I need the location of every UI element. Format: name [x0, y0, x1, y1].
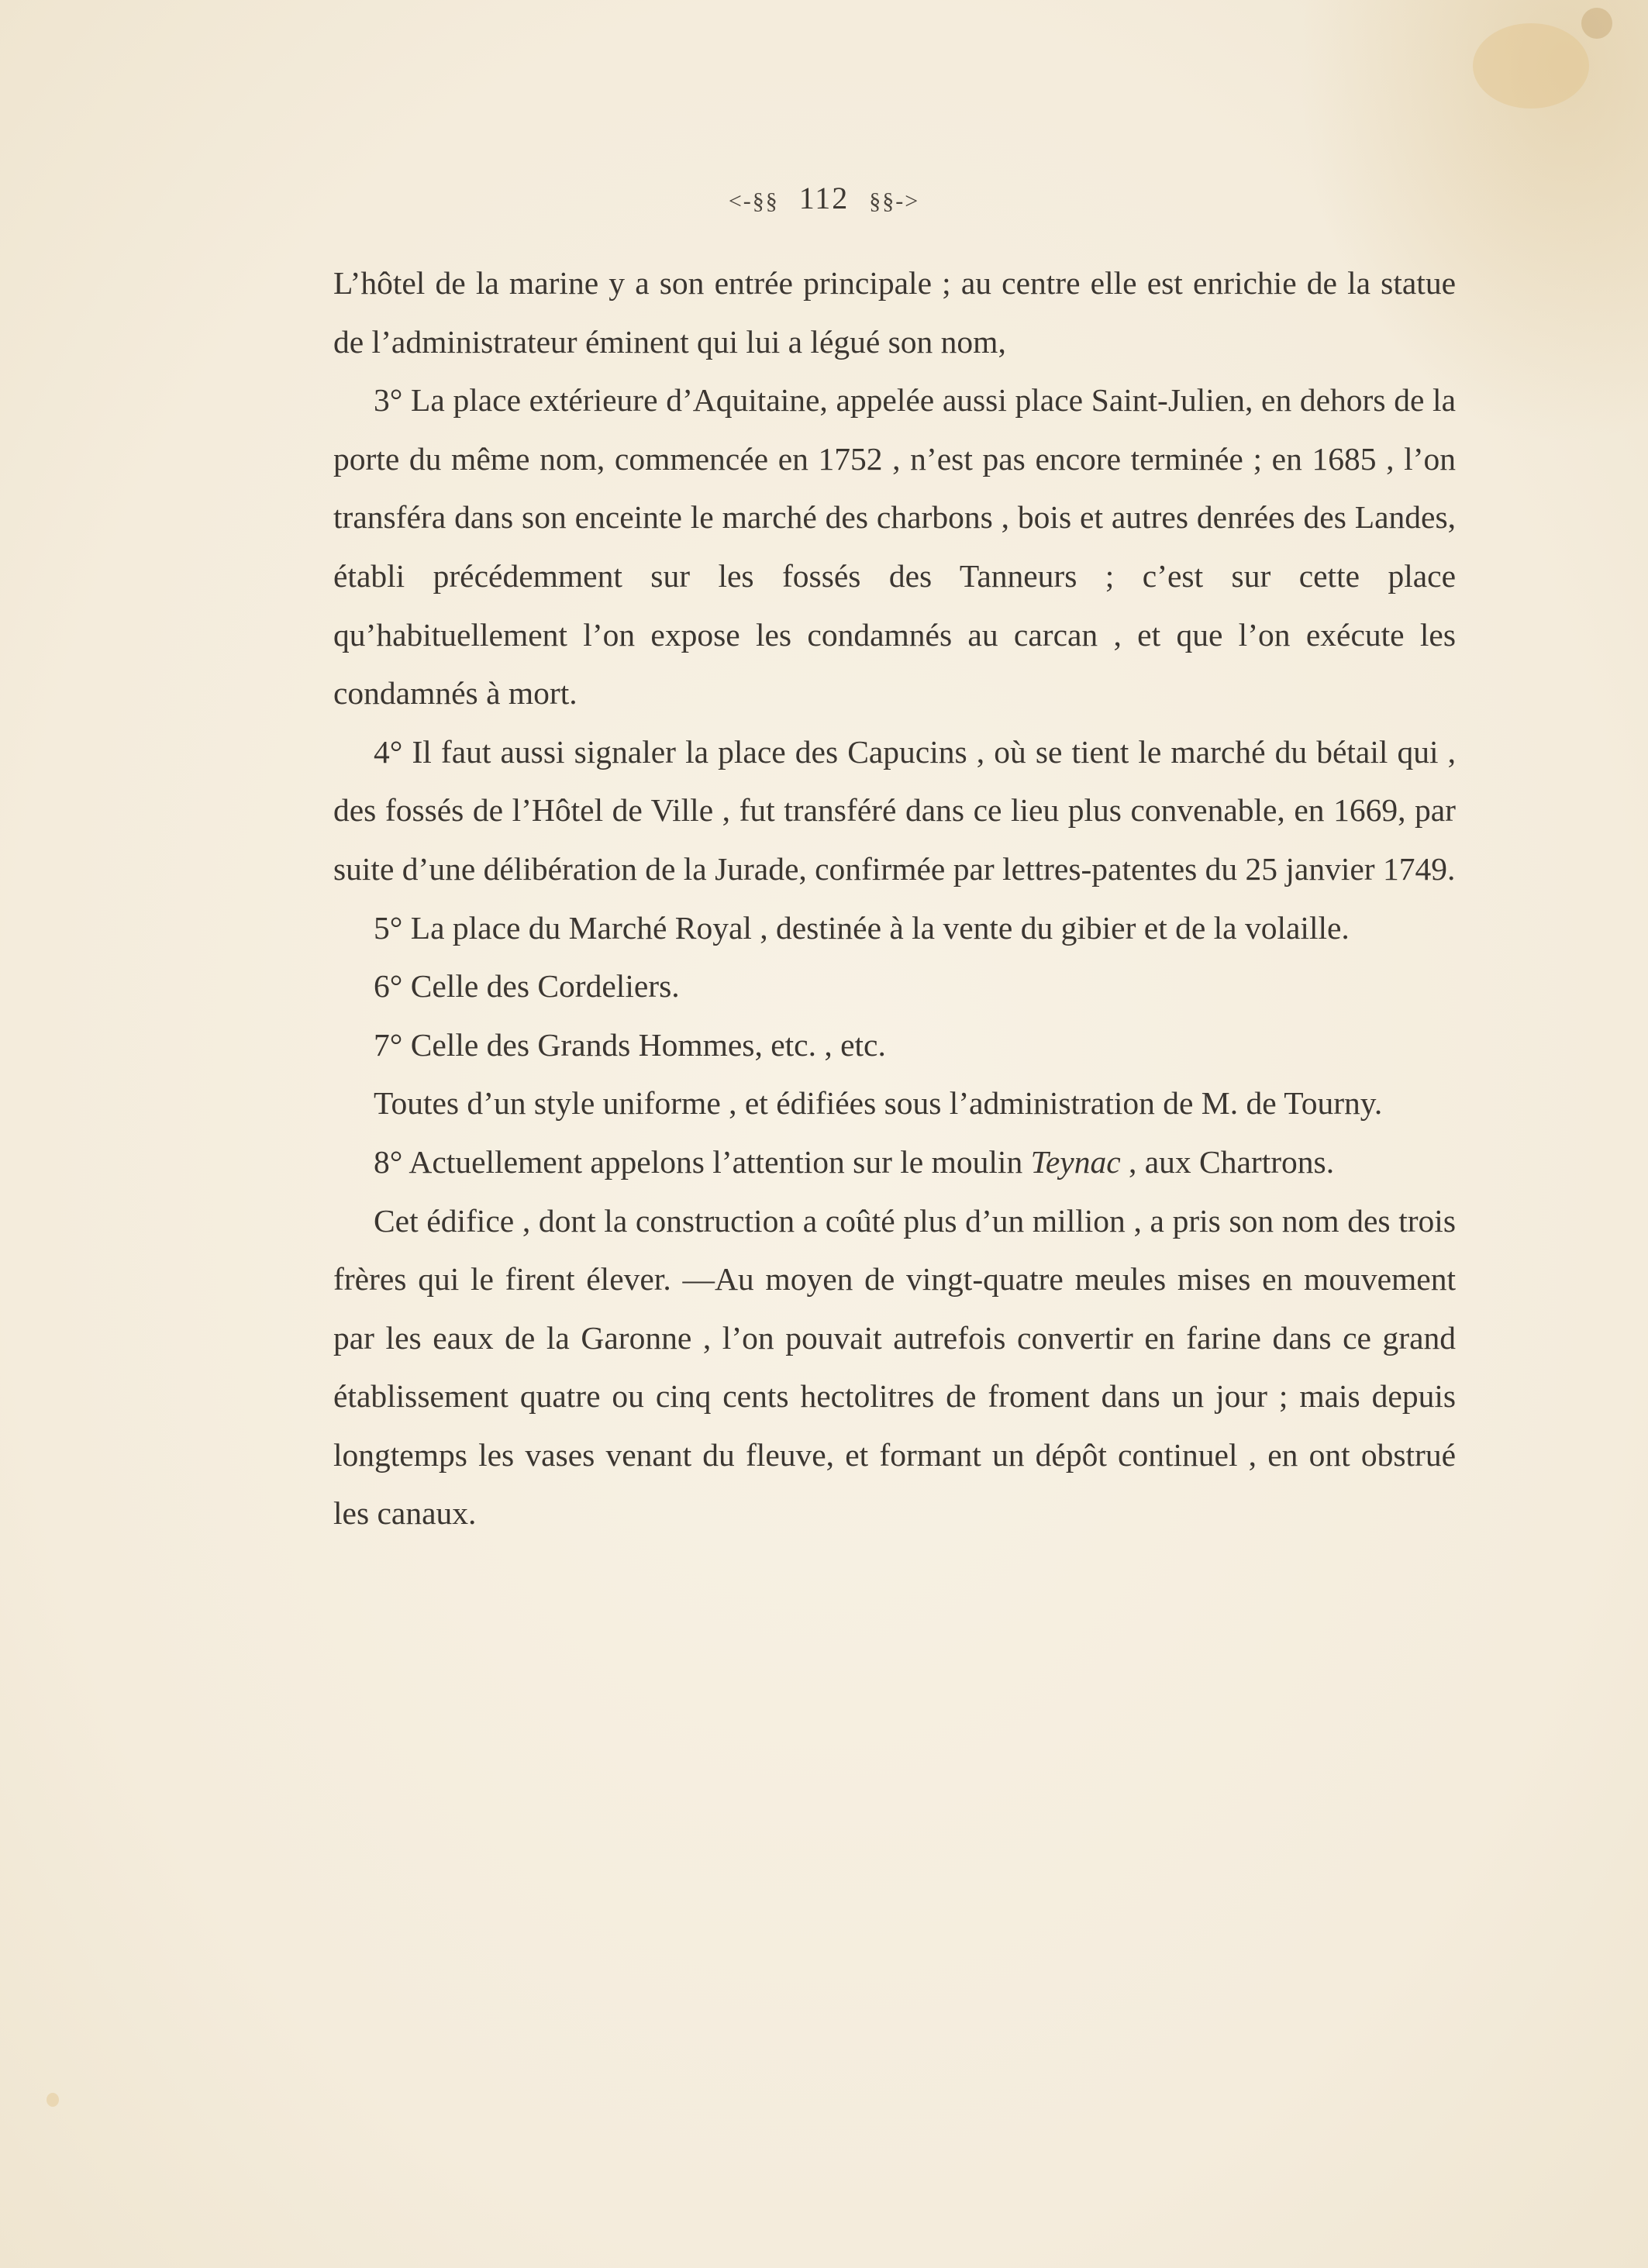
body-text	[333, 254, 1456, 1543]
paper-stain	[1473, 23, 1589, 109]
paper-stain	[1581, 8, 1612, 39]
moulin-text-after: , aux Chartrons.	[1120, 1143, 1335, 1180]
folio-ornament-right: §§->	[869, 188, 920, 214]
paragraph-grands-hommes: 7° Celle des Grands Hommes, etc. , etc.	[374, 1026, 886, 1063]
moulin-name-italic: Teynac	[1030, 1143, 1121, 1180]
paragraph-style-uniforme: Toutes d’un style uniforme , et édifiées sous l’administration de M. de Tourny.	[374, 1085, 1383, 1122]
folio-ornament-left: <-§§	[728, 188, 779, 214]
paragraph-hotel-marine: L’hôtel de la marine y a son entrée principale ; au centre elle est enrichie de la statue de l’administrateur éminent qui lui a légué son nom,	[333, 265, 1456, 360]
paragraph-cordeliers: 6° Celle des Cordeliers.	[374, 968, 680, 1005]
paragraph-marche-royal: 5° La place du Marché Royal , destinée à la vente du gibier et de la volaille.	[374, 909, 1350, 946]
paragraph-place-capucins: 4° Il faut aussi signaler la place des Capucins , où se tient le marché du bétail qui , des fossés de l’Hôtel de Ville , fut transféré dans ce lieu plus convenable, en 1669, par suite d’une délibération de la Jurade, confirmée par lettres-patentes du 25 janvier 1749.	[333, 733, 1456, 887]
moulin-text-before: 8° Actuellement appelons l’attention sur le moulin	[374, 1143, 1031, 1180]
paper-stain	[47, 2093, 59, 2107]
page-number: 112	[798, 181, 850, 215]
paragraph-moulin-teynac	[333, 1133, 1456, 1192]
paragraph-place-aquitaine: 3° La place extérieure d’Aquitaine, appelée aussi place Saint-Julien, en dehors de la porte du même nom, commencée en 1752 , n’est pas encore terminée ; en 1685 , l’on transféra dans son enceinte le marché des charbons , bois et autres denrées des Landes, établi précédemment sur les fossés des Tanneurs ; c’est sur cette place qu’habituellement l’on expose les condamnés au carcan , et que l’on exécute les condamnés à mort.	[333, 382, 1456, 712]
page-folio	[0, 180, 1648, 216]
paragraph-edifice: Cet édifice , dont la construction a coûté plus d’un million , a pris son nom des trois frères qui le firent élever. —Au moyen de vingt-quatre meules mises en mouvement par les eaux de la Garonne , l’on pouvait autrefois convertir en farine dans ce grand établissement quatre ou cinq cents hectolitres de froment dans un jour ; mais depuis longtemps les vases venant du fleuve, et formant un dépôt continuel , en ont obstrué les canaux.	[333, 1202, 1456, 1532]
